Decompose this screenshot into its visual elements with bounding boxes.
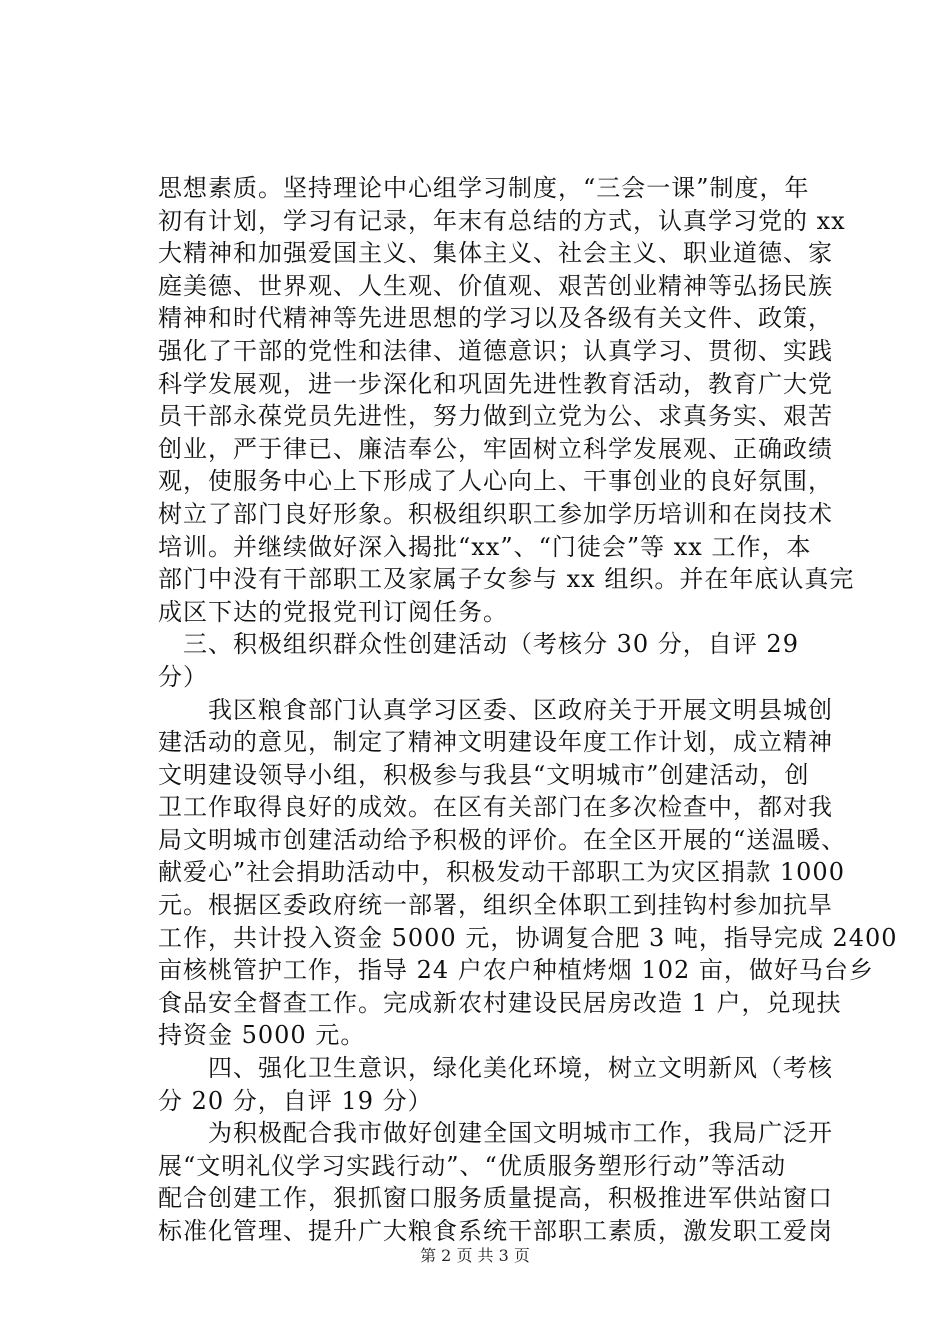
text-line: 我区粮食部门认真学习区委、区政府关于开展文明县城创 [158, 695, 833, 724]
text-line: 工作，共计投入资金 5000 元，协调复合肥 3 吨，指导完成 2400 [158, 923, 898, 952]
text-line: 科学发展观，进一步深化和巩固先进性教育活动，教育广大党 [158, 369, 833, 398]
text-line: 配合创建工作，狠抓窗口服务质量提高，积极推进军供站窗口 [158, 1184, 833, 1213]
section-heading-line: 分 20 分，自评 19 分） [158, 1086, 433, 1115]
text-line: 持资金 5000 元。 [158, 1021, 366, 1050]
text-line: 亩核桃管护工作，指导 24 户农户种植烤烟 102 亩，做好马台乡 [158, 956, 874, 985]
text-line: 强化了干部的党性和法律、道德意识；认真学习、贯彻、实践 [158, 336, 833, 365]
text-line: 初有计划，学习有记录，年末有总结的方式，认真学习党的 xx [158, 206, 846, 235]
text-line: 思想素质。坚持理论中心组学习制度，“三会一课”制度，年 [158, 174, 810, 202]
text-line: 文明建设领导小组，积极参与我县“文明城市”创建活动，创 [158, 760, 810, 789]
document-body [158, 172, 898, 1248]
text-line: 创业，严于律已、廉洁奉公，牢固树立科学发展观、正确政绩 [158, 434, 833, 463]
text-line: 部门中没有干部职工及家属子女参与 xx 组织。并在年底认真完 [158, 565, 855, 594]
text-line: 卫工作取得良好的成效。在区有关部门在多次检查中，都对我 [158, 793, 833, 822]
text-line: 局文明城市创建活动给予积极的评价。在全区开展的“送温暖、 [158, 825, 847, 854]
text-line: 元。根据区委政府统一部署，组织全体职工到挂钩村参加抗旱 [158, 891, 833, 920]
text-line: 观，使服务中心上下形成了人心向上、干事创业的良好氛围， [158, 467, 833, 496]
text-line: 精神和时代精神等先进思想的学习以及各级有关文件、政策， [158, 304, 833, 333]
text-line: 标准化管理、提升广大粮食系统干部职工素质，激发职工爱岗 [158, 1217, 833, 1245]
text-line: 献爱心”社会捐助活动中，积极发动干部职工为灾区捐款 1000 [158, 858, 845, 887]
text-line: 为积极配合我市做好创建全国文明城市工作，我局广泛开 [158, 1119, 833, 1148]
section-heading-line: 分） [158, 662, 208, 691]
text-line: 员干部永葆党员先进性，努力做到立党为公、求真务实、艰苦 [158, 402, 833, 431]
text-line: 食品安全督查工作。完成新农村建设民居房改造 1 户，兑现扶 [158, 988, 842, 1017]
text-line: 建活动的意见，制定了精神文明建设年度工作计划，成立精神 [158, 728, 833, 757]
section-heading-line: 三、积极组织群众性创建活动（考核分 30 分，自评 29 [158, 630, 799, 659]
text-line: 成区下达的党报党刊订阅任务。 [158, 597, 508, 626]
text-line: 展“文明礼仪学习实践行动”、“优质服务塑形行动”等活动 [158, 1151, 787, 1180]
section-heading-line: 四、强化卫生意识，绿化美化环境，树立文明新风（考核 [158, 1054, 833, 1083]
page-footer: 第 2 页 共 3 页 [420, 1246, 530, 1265]
text-line: 大精神和加强爱国主义、集体主义、社会主义、职业道德、家 [158, 239, 833, 268]
text-line: 培训。并继续做好深入揭批“xx”、“门徒会”等 xx 工作，本 [158, 532, 812, 561]
text-line: 庭美德、世界观、人生观、价值观、艰苦创业精神等弘扬民族 [158, 271, 833, 300]
text-line: 树立了部门良好形象。积极组织职工参加学历培训和在岗技术 [158, 499, 833, 528]
